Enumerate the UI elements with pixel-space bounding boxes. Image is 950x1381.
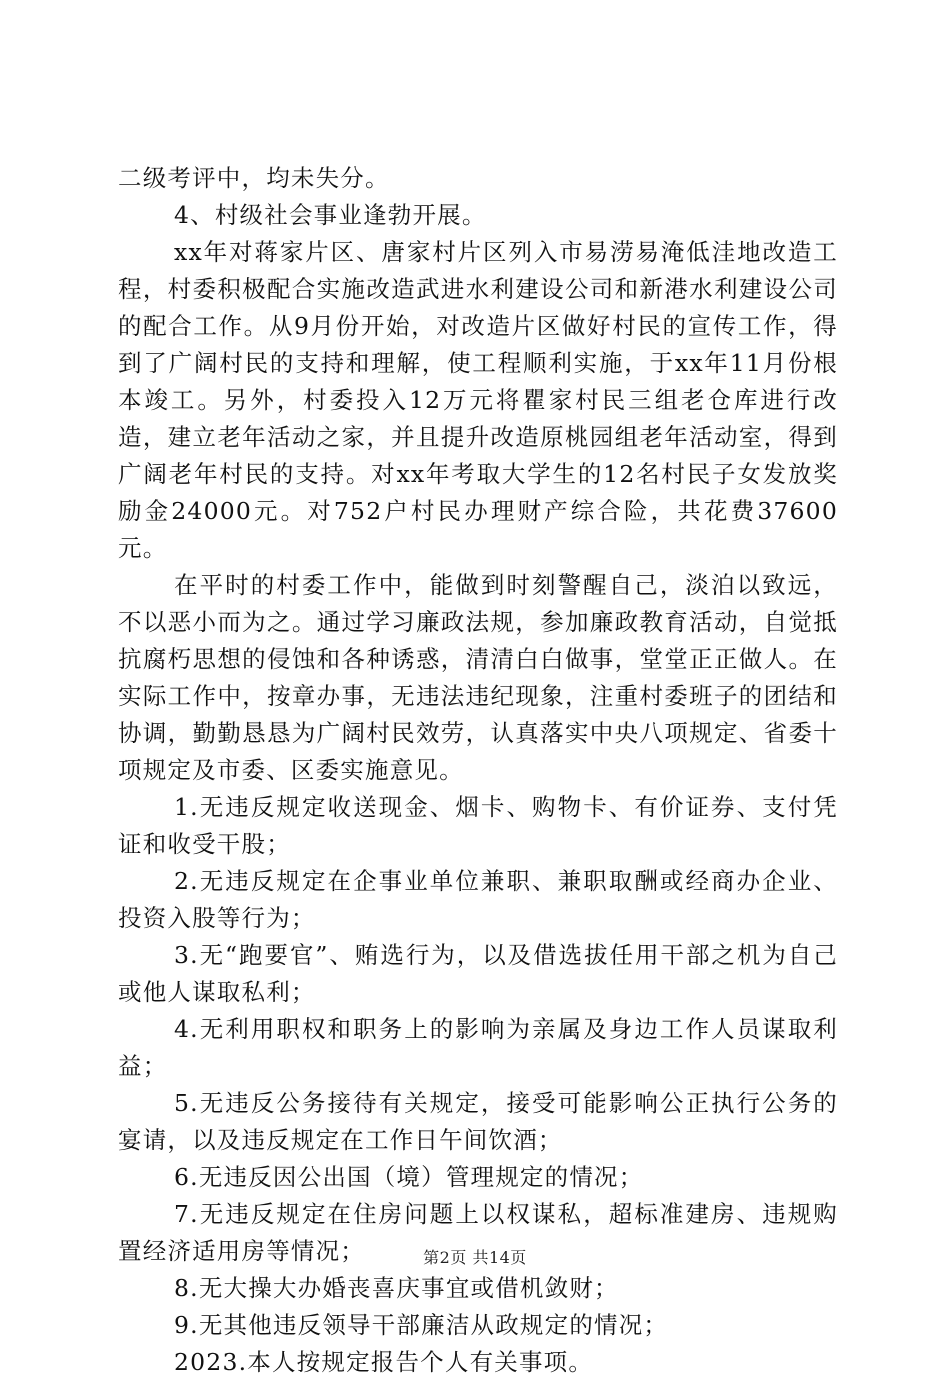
paragraph-1: 二级考评中，均未失分。 [118, 164, 390, 192]
paragraph-3: xx年对蒋家片区、唐家村片区列入市易涝易淹低洼地改造工程，村委积极配合实施改造武进水利建设公司和新港水利建设公司的配合工作。从9月份开始，对改造片区做好村民的宣传工作，得到了广阔村民的支持和理解，使工程顺利实施，于xx年11月份根本竣工。另外，村委投入12万元将瞿家村民三组老仓库进行改造，建立老年活动之家，并且提升改造原桃园组老年活动室，得到广阔老年村民的支持。对xx年考取大学生的12名村民子女发放奖励金24000元。对752户村民办理财产综合险，共花费37600元。 [118, 238, 838, 562]
list-item-2: 2.无违反规定在企事业单位兼职、兼职取酬或经商办企业、投资入股等行为； [118, 867, 838, 932]
closing-statement: 2023.本人按规定报告个人有关事项。 [174, 1348, 594, 1376]
list-item-3: 3.无“跑要官”、贿选行为，以及借选拔任用干部之机为自己或他人谋取私利； [118, 941, 838, 1006]
list-item-6: 6.无违反因公出国（境）管理规定的情况； [174, 1163, 644, 1191]
list-item-9: 9.无其他违反领导干部廉洁从政规定的情况； [174, 1311, 669, 1339]
list-item-5: 5.无违反公务接待有关规定，接受可能影响公正执行公务的宴请，以及违反规定在工作日午间饮酒； [118, 1089, 838, 1154]
document-body [118, 160, 838, 1381]
list-item-8: 8.无大操大办婚丧喜庆事宜或借机敛财； [174, 1274, 619, 1302]
page-number-footer: 第2页 共14页 [423, 1248, 527, 1267]
paragraph-4: 在平时的村委工作中，能做到时刻警醒自己，淡泊以致远，不以恶小而为之。通过学习廉政法规，参加廉政教育活动，自觉抵抗腐朽思想的侵蚀和各种诱惑，清清白白做事，堂堂正正做人。在实际工作中，按章办事，无违法违纪现象，注重村委班子的团结和协调，勤勤恳恳为广阔村民效劳，认真落实中央八项规定、省委十项规定及市委、区委实施意见。 [118, 571, 838, 784]
list-item-1: 1.无违反规定收送现金、烟卡、购物卡、有价证券、支付凭证和收受干股； [118, 793, 838, 858]
paragraph-2: 4、村级社会事业逢勃开展。 [174, 201, 487, 229]
list-item-4: 4.无利用职权和职务上的影响为亲属及身边工作人员谋取利益； [118, 1015, 838, 1080]
list-item-7: 7.无违反规定在住房问题上以权谋私，超标准建房、违规购置经济适用房等情况； [118, 1200, 838, 1265]
